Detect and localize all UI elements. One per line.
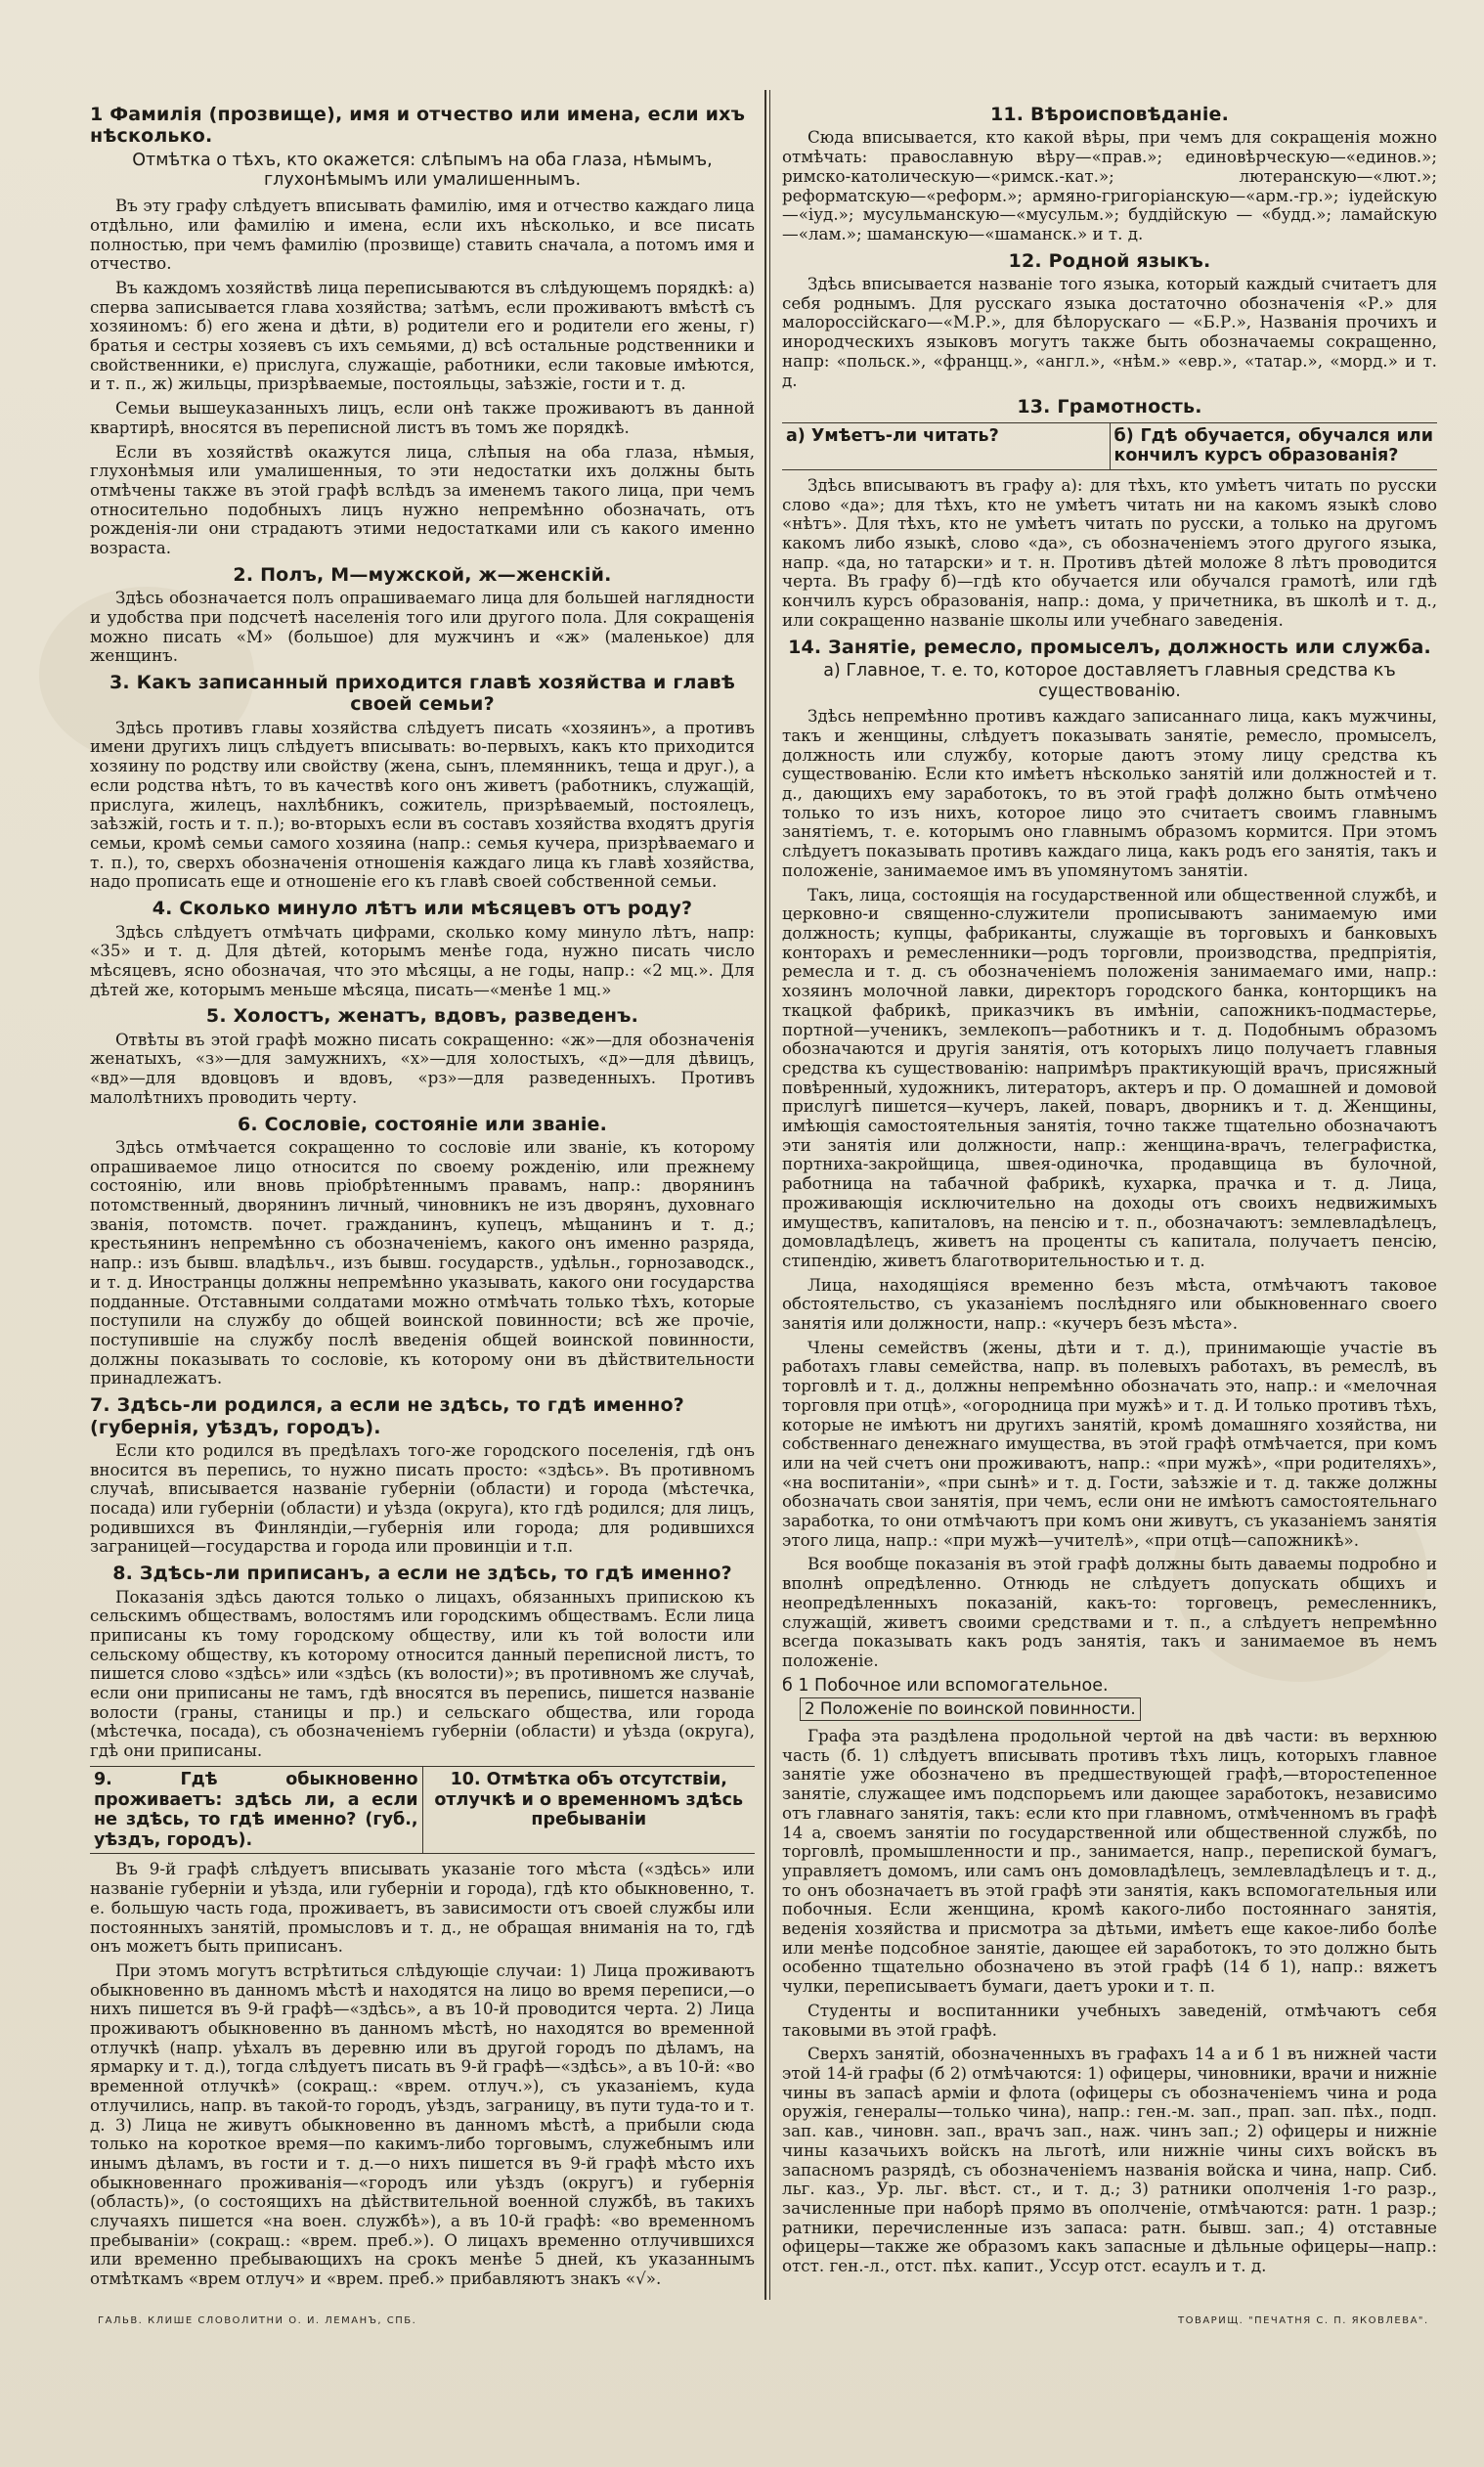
section-4-paragraph: Здѣсь слѣдуетъ отмѣчать цифрами, сколько кому минуло лѣтъ, напр: «35» и т. д. Для дѣтей, которымъ менѣе года, нужно писать число мѣсяцевъ, ясно обозначая, что это мѣсяцы, а не годы, напр.: «2 мц.». Для дѣтей же, которымъ меньше мѣсяца, писать—«менѣе 1 мц.» [90,921,755,999]
section-2-paragraph: Здѣсь обозначается полъ опрашиваемаго лица для большей наглядности и удобства при подсчетѣ населенія того или другого пола. Для сокращенія можно писать «М» (большое) для мужчинъ и «ж» (маленькое) для женщинъ. [90,588,755,666]
left-column [90,98,755,2298]
printer-imprint-right: ТОВАРИЩ. "ПЕЧАТНЯ С. П. ЯКОВЛЕВА". [1178,2315,1429,2326]
section-9-paragraph: При этомъ могутъ встрѣтиться слѣдующіе случаи: 1) Лица проживаютъ обыкновенно въ данномъ мѣстѣ и находятся на лицо во время переписи,—о нихъ пишется въ 9-й графѣ—«здѣсь», а въ 10-й проводится черта. 2) Лица проживаютъ обыкновенно въ данномъ мѣстѣ, но находятся во временной отлучкѣ (напр. уѣхалъ въ деревню или въ другой городъ по дѣламъ, на ярмарку и т. д.), тогда слѣдуетъ писать въ 9-й графѣ—«здѣсь», а въ 10-й: «во временной отлучкѣ» (сокращ.: «врем. отлуч.»), съ указаніемъ, куда отлучились, напр. въ такой-то городъ, уѣздъ, заграницу, въ пути туда-то и т. д. 3) Лица не живутъ обыкновенно въ данномъ мѣстѣ, а прибыли сюда только на короткое время—по какимъ-либо торговымъ, служебнымъ или инымъ дѣламъ, въ гости и т. д.—о нихъ пишется въ 9-й графѣ мѣсто ихъ обыкновеннаго проживанія—«городъ или уѣздъ (округъ) и губернія (область)», (о состоящихъ на дѣйствительной военной службѣ, въ такихъ случаяхъ пишется «на воен. службѣ»), а въ 10-й графѣ: «во временномъ пребываніи» (сокращ.: «врем. преб.»). О лицахъ временно отлучившихся или временно пребывающихъ на срокъ менѣе 5 дней, къ указаннымъ отмѣткамъ «врем отлуч» и «врем. преб.» прибавляютъ знакъ «√». [90,1960,755,2289]
section-14-b1-title: б 1 Побочное или вспомогательное. [782,1675,1109,1696]
section-3-title: 3. Какъ записанный приходится главѣ хозяйства и главѣ своей семьи? [109,671,736,716]
section-12-paragraph: Здѣсь вписывается названіе того языка, который каждый считаетъ для себя роднымъ. Для русскаго языка достаточно обозначенія «Р.» для малороссійскаго—«М.Р.», для бѣлорускаго — «Б.Р.», Названія прочихъ и инородческихъ языковъ могутъ также быть обозначаемы сокращенно, напр: «польск.», «францц.», «англ.», «нѣм.» «евр.», «татар.», «морд.» и т. д. [782,274,1437,390]
section-6-paragraph: Здѣсь отмѣчается сокращенно то сословіе или званіе, къ которому опрашиваемое лицо относится по своему рожденію, или прежнему состоянію, или вновь пріобрѣтеннымъ правамъ, напр.: дворянинъ потомственный, дворянинъ личный, чиновникъ не изъ дворянъ, духовнаго званія, потомств. почет. гражданинъ, купецъ, мѣщанинъ и т. д.; крестьянинъ непремѣнно съ обозначеніемъ, какого онъ именно разряда, напр.: изъ бывш. владѣльч., изъ бывш. государств., удѣльн., горнозаводск., и т. д. Иностранцы должны непремѣнно указывать, какого они государства подданные. Отставными солдатами можно отмѣчать только тѣхъ, которые поступили на службу до общей воинской повинности; всѣ же прочіе, поступившіе на службу послѣ введенія общей воинской повинности, должны показывать то сословіе, къ которому они въ дѣйствительности принадлежатъ. [90,1136,755,1388]
section-6-title: 6. Сословіе, состояніе или званіе. [237,1113,608,1135]
section-14-paragraph: Сверхъ занятій, обозначенныхъ въ графахъ 14 а и б 1 въ нижней части этой 14-й графы (б 2) отмѣчаются: 1) офицеры, чиновники, врачи и нижніе чины въ запасѣ арміи и флота (офицеры съ обозначеніемъ чина и рода оружія, генералы—только чина), напр.: ген.-м. зап., прап. зап. пѣх., подп. зап. кав., чиновн. зап., врачъ зап., наж. чинъ зап.; 2) офицеры и нижніе чины казачьихъ войскъ на льготѣ, или нижніе чины сихъ войскъ въ запасномъ разрядѣ, съ обозначеніемъ названія войска и чина, напр. Сиб. льг. каз., Ур. льг. вѣст. ст., и т. д.; 3) ратники ополченія 1-го разр., зачисленные при наборѣ прямо въ ополченіе, отмѣчаются: ратн. 1 разр.; ратники, перечисленные изъ запаса: ратн. бывш. зап.; 4) отставные офицеры—также же образомъ какъ запасные и дѣльные офицеры—напр.: отст. ген.-л., отст. пѣх. капит., Уссур отст. есаулъ и т. д. [782,2044,1437,2276]
section-13-header [782,422,1437,470]
section-1-paragraph: Въ каждомъ хозяйствѣ лица переписываются въ слѣдующемъ порядкѣ: а) сперва записывается глава хозяйства; затѣмъ, если проживаютъ вмѣстѣ съ хозяиномъ: б) его жена и дѣти, в) родители его и родители его жены, г) братья и сестры хозяевъ съ ихъ семьями, д) всѣ остальные родственники и свойственники, е) прислуга, служащіе, работники, если таковые имѣются, и т. п., ж) жильцы, призрѣваемые, постояльцы, заѣзжіе, гости и т. д. [90,277,755,394]
section-3-paragraph: Здѣсь противъ главы хозяйства слѣдуетъ писать «хозяинъ», а противъ имени другихъ лицъ слѣдуетъ вписывать: во-первыхъ, какъ кто приходится хозяину по родству или свойству (жена, сынъ, племянникъ, теща и друг.), а если родства нѣтъ, то въ качествѣ кого онъ живетъ (работникъ, служащій, прислуга, жилецъ, нахлѣбникъ, сожитель, призрѣваемый, постоялецъ, заѣзжій, гость и т. п.); во-вторыхъ если въ составъ хозяйства входятъ другія семьи, кромѣ семьи самого хозяина (напр.: семья кучера, призрѣваемаго и т. п.), то, сверхъ обозначенія отношенія каждаго лица къ главѣ хозяйства, надо прописать еще и отношеніе его къ главѣ своей собственной семьи. [90,717,755,892]
section-14-subtitle: а) Главное, т. е. то, которое доставляетъ главныя средства къ существованію. [823,660,1396,701]
section-4-title: 4. Сколько минуло лѣтъ или мѣсяцевъ отъ роду? [152,898,693,920]
section-9-10-header [90,1766,755,1855]
printer-imprint-left: ГАЛЬВ. КЛИШЕ СЛОВОЛИТНИ О. И. ЛЕМАНЪ, СПБ. [98,2315,417,2326]
section-14-paragraph: Вся вообще показанія въ этой графѣ должны быть даваемы подробно и вполнѣ опредѣленно. Отнюдь не слѣдуетъ допускать общихъ и неопредѣленныхъ показаній, какъ-то: торговецъ, ремесленникъ, служащій, живетъ своими средствами и т. п., а слѣдуетъ непремѣнно всегда показывать какъ родъ занятія, такъ и занимаемое въ немъ положеніе. [782,1554,1437,1670]
section-10-title: 10. Отмѣтка объ отсутствіи, отлучкѣ и о временномъ здѣсь пребываніи [422,1767,756,1854]
section-7-title: 7. Здѣсь-ли родился, а если не здѣсь, то гдѣ именно? (губернія, уѣздъ, городъ). [90,1394,684,1438]
section-14-b2-title: 2 Положеніе по воинской повинности. [800,1697,1141,1721]
section-14-paragraph: Здѣсь непремѣнно противъ каждаго записаннаго лица, какъ мужчины, такъ и женщины, слѣдуетъ показывать занятіе, ремесло, промыселъ, должность или службу, которые даютъ этому лицу средства къ существованію. Если кто имѣетъ нѣсколько занятій или должностей и т. д., дающихъ ему заработокъ, то въ этой графѣ должно быть отмѣчено только то изъ нихъ, которое лицо это считаетъ своимъ главнымъ занятіемъ, т. е. которымъ оно главнымъ образомъ кормится. При этомъ слѣдуетъ показывать противъ каждаго лица, какъ родъ его занятія, такъ и положеніе, занимаемое имъ въ упомянутомъ занятіи. [782,706,1437,880]
section-1-title: 1 Фамилія (прозвище), имя и отчество или имена, если ихъ нѣсколько. [90,104,746,148]
section-14-paragraph: Лица, находящіяся временно безъ мѣста, отмѣчаютъ таковое обстоятельство, съ указаніемъ послѣдняго или обыкновеннаго своего занятія или должности, напр.: «кучеръ безъ мѣста». [782,1274,1437,1334]
section-14-paragraph: Студенты и воспитанники учебныхъ заведеній, отмѣчаютъ себя таковыми въ этой графѣ. [782,2000,1437,2040]
section-5-title: 5. Холостъ, женатъ, вдовъ, разведенъ. [205,1005,639,1028]
section-5-paragraph: Отвѣты въ этой графѣ можно писать сокращенно: «ж»—для обозначенія женатыхъ, «з»—для замужнихъ, «х»—для холостыхъ, «д»—для дѣвицъ, «вд»—для вдовцовъ и вдовъ, «рз»—для разведенныхъ. Противъ малолѣтнихъ проводить черту. [90,1029,755,1107]
section-9-title: 9. Гдѣ обыкновенно проживаетъ: здѣсь ли, а если не здѣсь, то гдѣ именно? (губ., уѣздъ, городъ). [94,1769,418,1850]
section-12-title: 12. Родной языкъ. [1008,249,1211,272]
section-8-paragraph: Показанія здѣсь даются только о лицахъ, обязанныхъ припискою къ сельскимъ обществамъ, волостямъ или городскимъ обществамъ. Если лица приписаны къ тому городскому обществу, или къ той волости или сельскому обществу, къ которому относится данный переписной листъ, то пишется слово «здѣсь» или «здѣсь (къ волости)»; въ противномъ же случаѣ, если они приписаны не тамъ, гдѣ вносятся въ перепись, пишется названіе волости (граны, станицы и пр.) и сельскаго общества, или города (мѣстечка, посада), съ обозначеніемъ губерніи (области) и уѣзда (округа), гдѣ они приписаны. [90,1586,755,1761]
section-14-paragraph: Графа эта раздѣлена продольной чертой на двѣ части: въ верхнюю часть (б. 1) слѣдуетъ вписывать противъ тѣхъ лицъ, которыхъ главное занятіе уже обозначено въ предшествующей графѣ,—второстепенное занятіе, служащее имъ подспорьемъ или дающее заработокъ, независимо отъ главнаго занятія, такъ: если кто при главномъ, отмѣченномъ въ графѣ 14 а, своемъ занятіи по государственной или общественной службѣ, по торговлѣ, промышленности и пр., занимается, напр., перепиской бумагъ, управляетъ домомъ, или самъ онъ домовладѣлецъ, землевладѣлецъ и т. д., то онъ обозначаетъ въ этой графѣ эти занятія, какъ вспомогательныя или побочныя. Если женщина, кромѣ какого-либо постояннаго занятія, веденія хозяйства и присмотра за дѣтьми, имѣетъ еще какое-либо болѣе или менѣе подсобное занятіе, дающее ей заработокъ, то это должно быть особенно тщательно обозначено въ этой графѣ (14 б 1), напр.: вяжетъ чулки, переписываетъ бумаги, даетъ уроки и т. п. [782,1726,1437,1997]
section-8-title: 8. Здѣсь-ли приписанъ, а если не здѣсь, то гдѣ именно? [112,1563,732,1585]
section-14-paragraph: Члены семействъ (жены, дѣти и т. д.), принимающіе участіе въ работахъ главы семейства, напр. въ полевыхъ работахъ, въ ремеслѣ, въ торговлѣ и т. д., должны непремѣнно обозначать это, напр.: и «мелочная торговля при отцѣ», «огородница при мужѣ» и т. д. И только противъ тѣхъ, которые не имѣютъ ни другихъ занятій, кромѣ домашняго хозяйства, ни собственнаго денежнаго имущества, въ этой графѣ отмѣчается, при комъ или на чей счетъ они проживаютъ, напр.: «при мужѣ», «при родителяхъ», «на воспитаніи», «при сынѣ» и т. д. Гости, заѣзжіе и т. д. также должны обозначать свои занятія, при чемъ, если они не имѣютъ самостоятельнаго заработка, то они отмѣчаютъ при комъ они живутъ, съ указаніемъ занятія этого лица, напр.: «при мужѣ—учителѣ», «при отцѣ—сапожникѣ». [782,1337,1437,1550]
section-13-a-title: а) Умѣетъ-ли читать? [786,425,999,446]
column-divider-thin [769,90,770,2300]
section-9-paragraph: Въ 9-й графѣ слѣдуетъ вписывать указаніе того мѣста («здѣсь» или названіе губерніи и уѣзда, или губерніи и города), гдѣ кто обыкновенно, т. е. большую часть года, проживаетъ, въ зависимости отъ своей службы или постоянныхъ занятій, промысловъ и т. д., не обращая вниманія на то, гдѣ онъ можетъ быть приписанъ. [90,1859,755,1957]
section-1-paragraph: Если въ хозяйствѣ окажутся лица, слѣпыя на оба глаза, нѣмыя, глухонѣмыя или умалишенныя, то эти недостатки ихъ должны быть отмѣчены также въ этой графѣ вслѣдъ за именемъ такого лица, при чемъ относительно подобныхъ лицъ нужно непремѣнно обозначать, отъ рожденія-ли они страдаютъ этими недостатками или съ какого именно возраста. [90,441,755,558]
section-7-paragraph: Если кто родился въ предѣлахъ того-же городского поселенія, гдѣ онъ вносится въ перепись, то нужно писать просто: «здѣсь». Въ противномъ случаѣ, вписывается названіе губерніи (области) и города (мѣстечка, посада) или губерніи (области) и уѣзда (округа), кто гдѣ родился; для лицъ, родившихся въ Финляндіи,—губернія или города; для родившихся заграницей—государства и города или провинціи и т.п. [90,1439,755,1557]
column-divider [764,90,766,2300]
section-14-paragraph: Такъ, лица, состоящія на государственной или общественной службѣ, и церковно-и священно-служители прописываютъ занимаемую ими должность; купцы, фабриканты, служащіе въ торговыхъ и банковыхъ конторахъ и ремесленники—родъ торговли, производства, предпріятія, ремесла и т. д. съ обозначеніемъ положенія занимаемаго ими, напр.: хозяинъ молочной лавки, директоръ городского банка, конторщикъ на ткацкой фабрикѣ, приказчикъ въ имѣніи, сапожникъ-подмастерье, портной—ученикъ, землекопъ—работникъ и т. д. Подобнымъ образомъ обозначаются и другія занятія, отъ которыхъ лицо получаетъ главныя средства къ существованію: напримѣръ практикующій врачъ, присяжный повѣренный, художникъ, литераторъ, актеръ и пр. О домашней и домовой прислугѣ пишется—кучеръ, лакей, поваръ, дворникъ и т. д. Женщины, имѣющія самостоятельныя занятія, точно также тщательно обозначаютъ эти занятія или должности, напр.: женщина-врачъ, телеграфистка, портниха-закройщица, швея-одиночка, продавщица въ булочной, работница на табачной фабрикѣ, кухарка, прачка и т. д. Лица, проживающія исключительно на доходы отъ своихъ недвижимыхъ имуществъ, капиталовъ, на пенсію и т. п., обозначаютъ: землевладѣлецъ, домовладѣлецъ, живетъ на проценты съ капитала, получаетъ пенсію, стипендію, живетъ благотворительностью и т. д. [782,884,1437,1270]
section-14-title: 14. Занятіе, ремесло, промыселъ, должность или служба. [788,636,1431,658]
section-11-title: 11. Вѣроисповѣданіе. [989,104,1230,125]
section-13-title: 13. Грамотность. [1017,396,1202,419]
right-column [782,98,1437,2298]
section-13-paragraph: Здѣсь вписываютъ въ графу а): для тѣхъ, кто умѣетъ читать по русски слово «да»; для тѣхъ, кто не умѣетъ читать ни на какомъ языкѣ слово «нѣтъ». Для тѣхъ, кто не умѣетъ читать по русски, а только на другомъ какомъ либо языкѣ, слово «да», съ обозначеніемъ этого другого языка, напр. «да, но татарски» и т. н. Противъ дѣтей моложе 8 лѣтъ проводится черта. Въ графу б)—гдѣ кто обучается или обучался грамотѣ, или гдѣ кончилъ курсъ образованія, напр.: дома, у причетника, въ школѣ и т. д., или сокращенно названіе школы или учебнаго заведенія. [782,474,1437,630]
section-2-title: 2. Полъ, М—мужской, ж—женскій. [233,563,612,586]
section-1-subtitle: Отмѣтка о тѣхъ, кто окажется: слѣпымъ на оба глаза, нѣмымъ, глухонѣмымъ или умалишеннымъ. [132,150,713,191]
section-1-paragraph: Семьи вышеуказанныхъ лицъ, если онѣ также проживаютъ въ данной квартирѣ, вносятся въ переписной листъ въ томъ же порядкѣ. [90,398,755,437]
section-1-paragraph: Въ эту графу слѣдуетъ вписывать фамилію, имя и отчество каждаго лица отдѣльно, или фамилію и имена, если ихъ нѣсколько, и все писать полностью, при чемъ фамилію (прозвище) ставить сначала, а потомъ имя и отчество. [90,196,755,274]
section-13-b-title: б) Гдѣ обучается, обучался или кончилъ курсъ образованія? [1110,423,1438,469]
section-11-paragraph: Сюда вписывается, кто какой вѣры, при чемъ для сокращенія можно отмѣчать: православную вѣру—«прав.»; единовѣрческую—«единов.»; римско-католическую—«римск.-кат.»; лютеранскую—«лют.»; реформатскую—«реформ.»; армяно-григоріанскую—«арм.-гр.»; іудейскую—«іуд.»; мусульманскую—«мусульм.»; буддійскую — «будд.»; ламайскую—«лам.»; шаманскую—«шаманск.» и т. д. [782,127,1437,243]
